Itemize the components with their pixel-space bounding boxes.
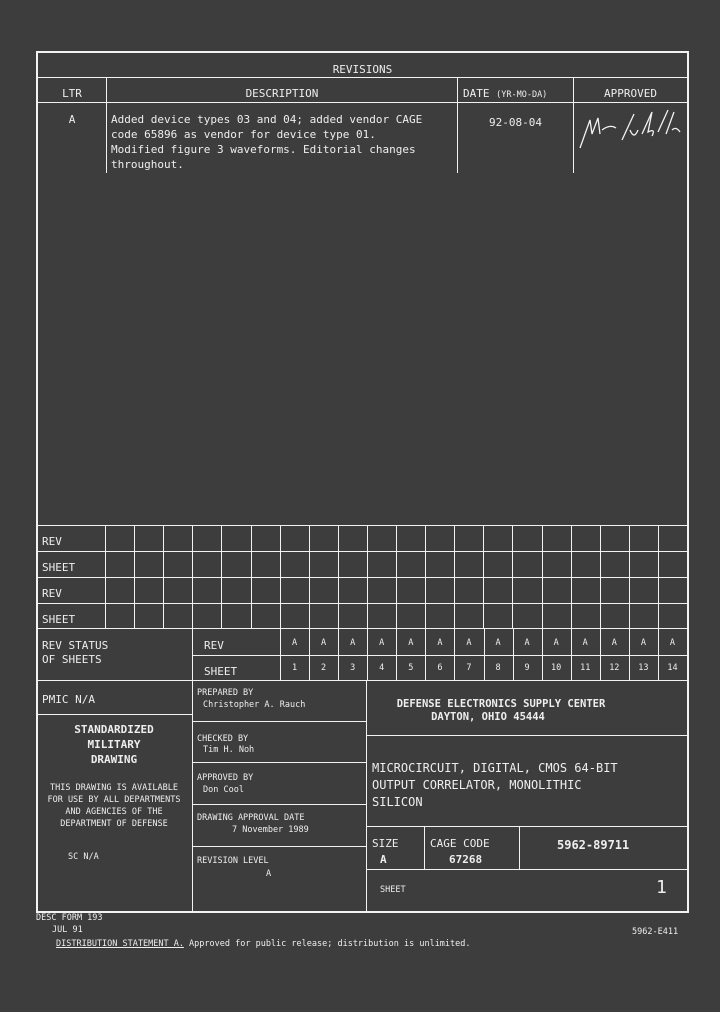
prepared-by-name: Christopher A. Rauch (203, 700, 306, 710)
rev-status-label: REV STATUS (42, 639, 109, 652)
status-rev-cell: A (524, 638, 530, 648)
status-sheet-cell: 2 (321, 663, 327, 673)
status-rev-label: REV (204, 639, 224, 652)
standardized-title: STANDARDIZED (74, 723, 154, 736)
approval-date-label: DRAWING APPROVAL DATE (197, 813, 305, 823)
checked-by-label: CHECKED BY (197, 734, 249, 744)
revision-description-line: Modified figure 3 waveforms. Editorial changes (111, 143, 416, 156)
status-sheet-cell: 7 (466, 663, 472, 673)
grid-divider (571, 525, 572, 628)
grid-divider (367, 525, 368, 628)
status-sheet-cell: 11 (580, 663, 591, 673)
status-sheet-cell: 10 (551, 663, 562, 673)
status-rev-cell: A (350, 638, 356, 648)
grid-divider (483, 525, 484, 628)
status-sheet-cell: 12 (609, 663, 620, 673)
revision-letter: A (68, 113, 76, 126)
status-rev-cell: A (582, 638, 588, 648)
grid-divider (658, 525, 659, 628)
status-rev-cell: A (495, 638, 501, 648)
grid-divider (629, 525, 630, 628)
status-rev-cell: A (437, 638, 443, 648)
description-header: DESCRIPTION (245, 87, 319, 100)
status-rev-cell: A (611, 638, 617, 648)
status-sheet-cell: 9 (524, 663, 530, 673)
drawing-title: DRAWING (90, 753, 138, 766)
approved-by-name: Don Cool (203, 785, 244, 795)
status-rev-cell: A (669, 638, 676, 648)
status-rev-cell: A (291, 638, 298, 648)
status-rev-cell: A (321, 638, 327, 648)
drawing-title-line: SILICON (372, 795, 423, 809)
status-rev-cell: A (379, 638, 385, 648)
military-title: MILITARY (87, 738, 141, 751)
amsc-label: SC N/A (68, 852, 99, 862)
status-sheet-cell: 5 (408, 663, 414, 673)
status-sheet-cell: 4 (379, 663, 385, 673)
form-date: JUL 91 (52, 925, 83, 935)
approved-by-label: APPROVED BY (197, 773, 254, 783)
status-rev-cell: A (553, 638, 559, 648)
approval-signature (576, 104, 686, 152)
availability-text: DEPARTMENT OF DEFENSE (60, 819, 168, 829)
form-number: DESC FORM 193 (36, 913, 103, 923)
status-sheet-label: SHEET (204, 665, 238, 678)
grid-rev-label: REV (42, 535, 62, 548)
grid-divider (134, 525, 135, 628)
cage-code-value: 67268 (449, 853, 483, 866)
grid-rev-label: REV (42, 587, 62, 600)
prepared-by-label: PREPARED BY (197, 688, 254, 698)
of-sheets-label: OF SHEETS (42, 653, 102, 666)
ltr-header: LTR (62, 87, 82, 100)
grid-divider (396, 525, 397, 628)
grid-divider (309, 525, 310, 628)
availability-text: FOR USE BY ALL DEPARTMENTS (47, 795, 181, 805)
drawing-title-line: MICROCIRCUIT, DIGITAL, CMOS 64-BIT (372, 761, 618, 775)
document-code: 5962-E411 (632, 927, 679, 937)
approval-date: 7 November 1989 (232, 825, 309, 835)
drawing-title-line: OUTPUT CORRELATOR, MONOLITHIC (372, 778, 582, 792)
pmic-label: PMIC N/A (42, 693, 95, 706)
grid-divider (280, 525, 281, 628)
revision-level-label: REVISION LEVEL (197, 856, 269, 866)
grid-divider (192, 525, 193, 628)
status-sheet-cell: 3 (350, 663, 356, 673)
cage-code-label: CAGE CODE (430, 837, 490, 850)
availability-text: AND AGENCIES OF THE (65, 807, 163, 817)
checked-by-name: Tim H. Noh (203, 745, 255, 755)
size-value: A (380, 853, 387, 866)
date-header: DATE (YR-MO-DA) (463, 87, 548, 100)
grid-divider (163, 525, 164, 628)
distribution-statement: DISTRIBUTION STATEMENT A. Approved for public release; distribution is unlimited. (56, 939, 471, 949)
grid-divider (221, 525, 222, 628)
status-sheet-cell: 14 (667, 663, 678, 673)
revisions-title: REVISIONS (332, 63, 393, 76)
drawing-number: 5962-89711 (557, 838, 630, 852)
status-rev-cell: A (466, 638, 472, 648)
grid-divider (338, 525, 339, 628)
revision-level: A (266, 869, 272, 879)
status-sheet-cell: 8 (495, 663, 501, 673)
revision-description-line: Added device types 03 and 04; added vendor CAGE (111, 113, 423, 126)
sheet-label: SHEET (380, 885, 406, 895)
status-sheet-cell: 6 (437, 663, 443, 673)
revision-description-line: code 65896 as vendor for device type 01. (111, 128, 376, 141)
agency-name: DEFENSE ELECTRONICS SUPPLY CENTER (396, 698, 606, 710)
grid-divider (251, 525, 252, 628)
agency-location: DAYTON, OHIO 45444 (431, 711, 545, 723)
approved-header: APPROVED (604, 87, 657, 100)
grid-divider (454, 525, 455, 628)
status-rev-cell: A (640, 638, 646, 648)
size-label: SIZE (372, 837, 399, 850)
revision-date: 92-08-04 (489, 116, 542, 129)
grid-sheet-label: SHEET (42, 613, 76, 626)
status-sheet-cell: 1 (291, 663, 298, 673)
grid-sheet-label: SHEET (42, 561, 76, 574)
status-sheet-cell: 13 (638, 663, 649, 673)
grid-divider (600, 525, 601, 628)
revision-description-line: throughout. (111, 158, 184, 171)
grid-divider (542, 525, 543, 628)
grid-divider (512, 525, 513, 628)
grid-divider (425, 525, 426, 628)
status-rev-cell: A (408, 638, 414, 648)
availability-text: THIS DRAWING IS AVAILABLE (50, 783, 178, 793)
sheet-number: 1 (656, 877, 667, 898)
